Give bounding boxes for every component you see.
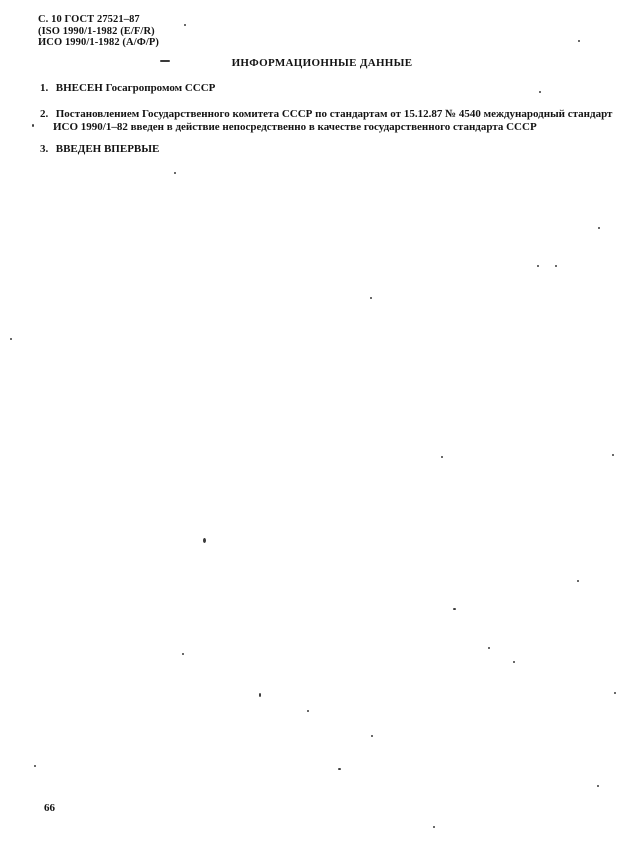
scan-speck xyxy=(441,456,443,458)
page-title: ИНФОРМАЦИОННЫЕ ДАННЫЕ xyxy=(231,57,413,69)
scan-speck xyxy=(10,338,12,340)
scan-speck xyxy=(513,661,515,663)
info-item-text: ВНЕСЕН Госагропромом СССР xyxy=(55,82,216,94)
scan-speck xyxy=(578,40,580,42)
page-number: 66 xyxy=(44,802,55,814)
scan-speck xyxy=(577,580,579,582)
scan-speck xyxy=(488,647,490,649)
header-standard-line: С. 10 ГОСТ 27521–87 xyxy=(38,14,140,25)
scan-speck xyxy=(184,24,186,26)
scan-speck xyxy=(32,124,34,127)
scan-speck xyxy=(160,60,170,62)
scan-speck xyxy=(34,765,36,767)
scan-speck xyxy=(203,538,206,543)
scan-speck xyxy=(307,710,309,712)
scan-speck xyxy=(537,265,539,267)
scan-speck xyxy=(174,172,176,174)
info-item-2 xyxy=(40,108,612,134)
page-header xyxy=(38,14,159,49)
scan-speck xyxy=(539,91,541,93)
info-item-3 xyxy=(40,143,159,156)
header-iso-ru-line: ИСО 1990/1-1982 (А/Ф/Р) xyxy=(38,37,159,48)
scan-speck xyxy=(453,608,456,610)
scan-speck xyxy=(555,265,557,267)
scan-speck xyxy=(433,826,435,828)
scan-speck xyxy=(612,454,614,456)
info-item-1 xyxy=(40,82,215,95)
header-iso-line: (ISO 1990/1-1982 (E/F/R) xyxy=(38,25,155,37)
info-item-number: 2. xyxy=(40,108,49,120)
scan-speck xyxy=(371,735,373,737)
info-item-text: Постановлением Государственного комитета СССР по стандартам от 15.12.87 № 4540 международный стандарт xyxy=(55,108,613,120)
info-item-number: 1. xyxy=(40,82,49,94)
scan-speck xyxy=(370,297,372,299)
info-item-number: 3. xyxy=(40,143,49,155)
scan-speck xyxy=(259,693,261,697)
info-item-continuation: ИСО 1990/1–82 введен в действие непосредственно в качестве государственного стандарта СССР xyxy=(53,121,537,133)
scan-speck xyxy=(614,692,616,694)
scan-speck xyxy=(338,768,341,770)
info-item-text: ВВЕДЕН ВПЕРВЫЕ xyxy=(55,143,160,155)
scan-speck xyxy=(597,785,599,787)
scan-speck xyxy=(182,653,184,655)
scan-speck xyxy=(598,227,600,229)
